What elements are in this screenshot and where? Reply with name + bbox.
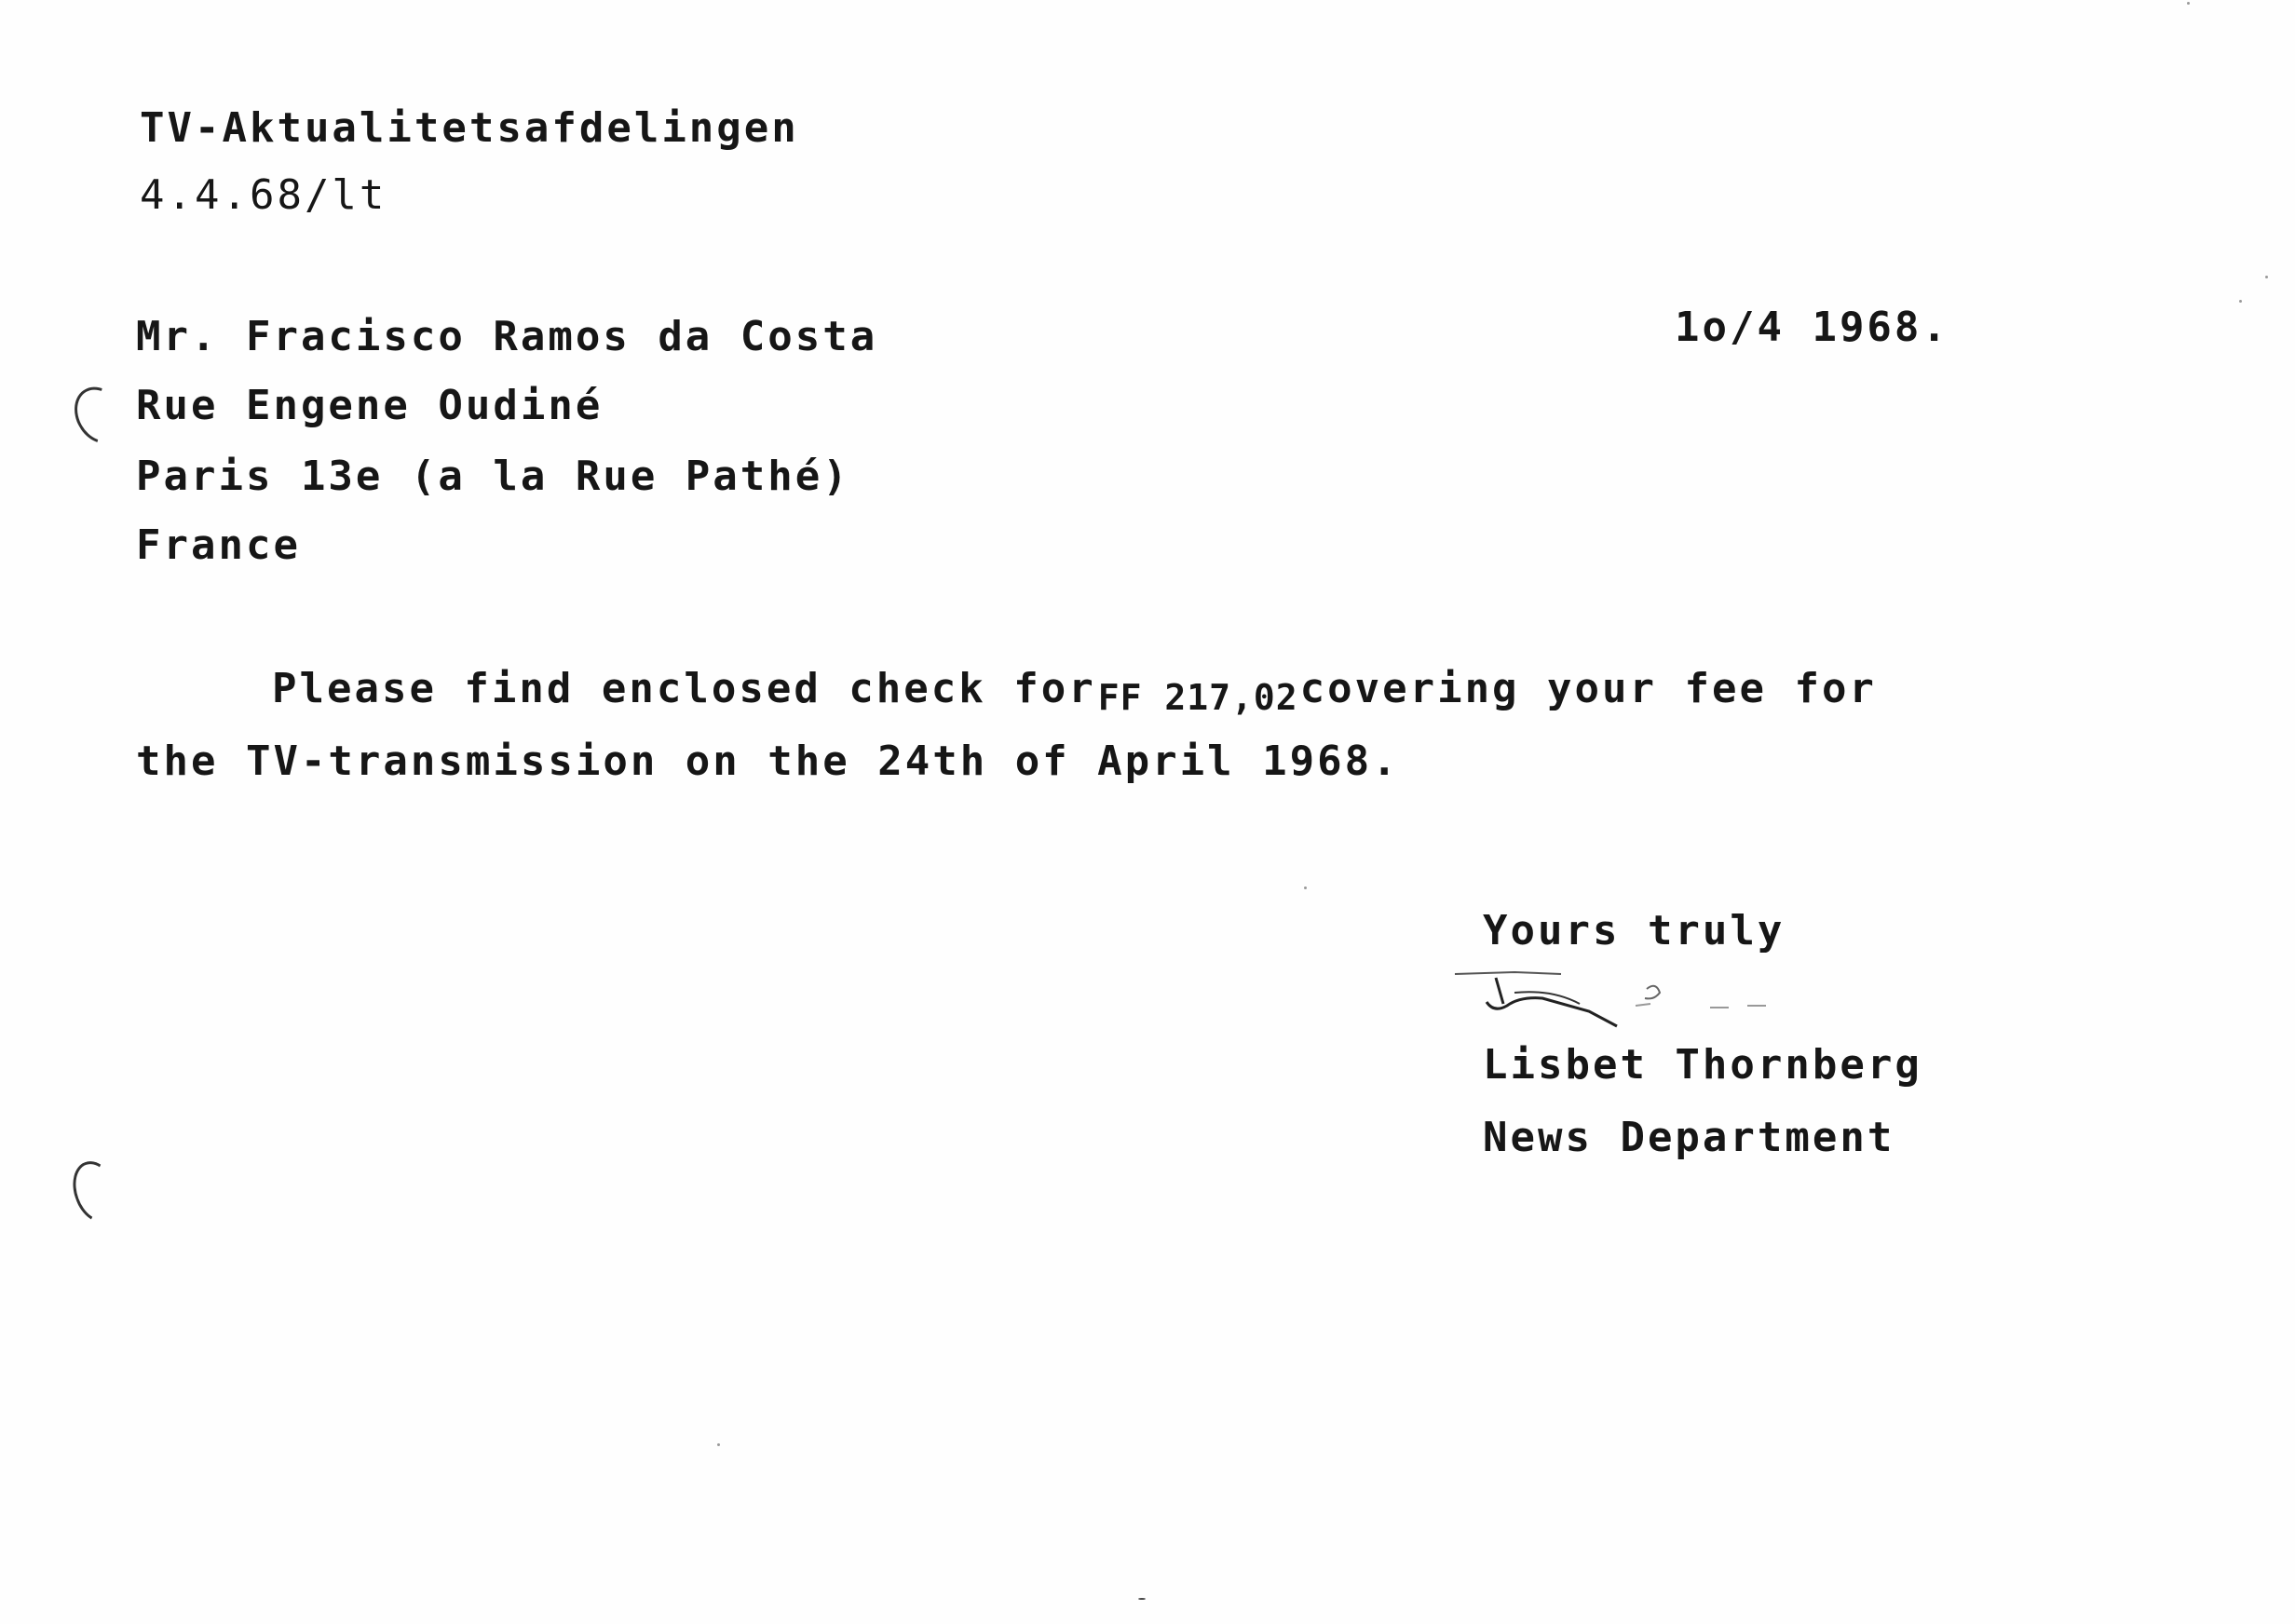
department-heading: TV-Aktualitetsafdelingen bbox=[140, 104, 799, 152]
punch-hole-mark-top bbox=[64, 378, 134, 453]
recipient-country: France bbox=[136, 521, 301, 569]
check-amount: FF 217,02 bbox=[1097, 677, 1298, 718]
recipient-name: Mr. Fracisco Ramos da Costa bbox=[136, 313, 878, 360]
letter-date: 1o/4 1968. bbox=[1675, 304, 1949, 351]
body-text-end: covering your fee for bbox=[1299, 665, 1877, 712]
scan-speck bbox=[1304, 886, 1307, 889]
scan-speck bbox=[2187, 2, 2190, 5]
body-line-1 bbox=[272, 665, 1877, 718]
scan-speck bbox=[717, 1443, 720, 1446]
scan-speck bbox=[1138, 1598, 1146, 1600]
body-line-2: the TV-transmission on the 24th of April 1968. bbox=[136, 738, 1400, 785]
reference-number: 4.4.68/lt bbox=[140, 171, 387, 219]
handwritten-signature bbox=[1449, 965, 1840, 1030]
recipient-city: Paris 13e (a la Rue Pathé) bbox=[136, 453, 850, 500]
body-text-start: Please find enclosed check for bbox=[272, 665, 1096, 712]
signer-name: Lisbet Thornberg bbox=[1483, 1041, 1922, 1089]
scan-speck bbox=[2265, 276, 2268, 278]
recipient-street: Rue Engene Oudiné bbox=[136, 382, 604, 429]
scan-speck bbox=[2239, 300, 2242, 303]
closing-salutation: Yours truly bbox=[1483, 907, 1786, 954]
punch-hole-mark-bottom bbox=[65, 1155, 127, 1229]
signer-department: News Department bbox=[1483, 1114, 1895, 1161]
